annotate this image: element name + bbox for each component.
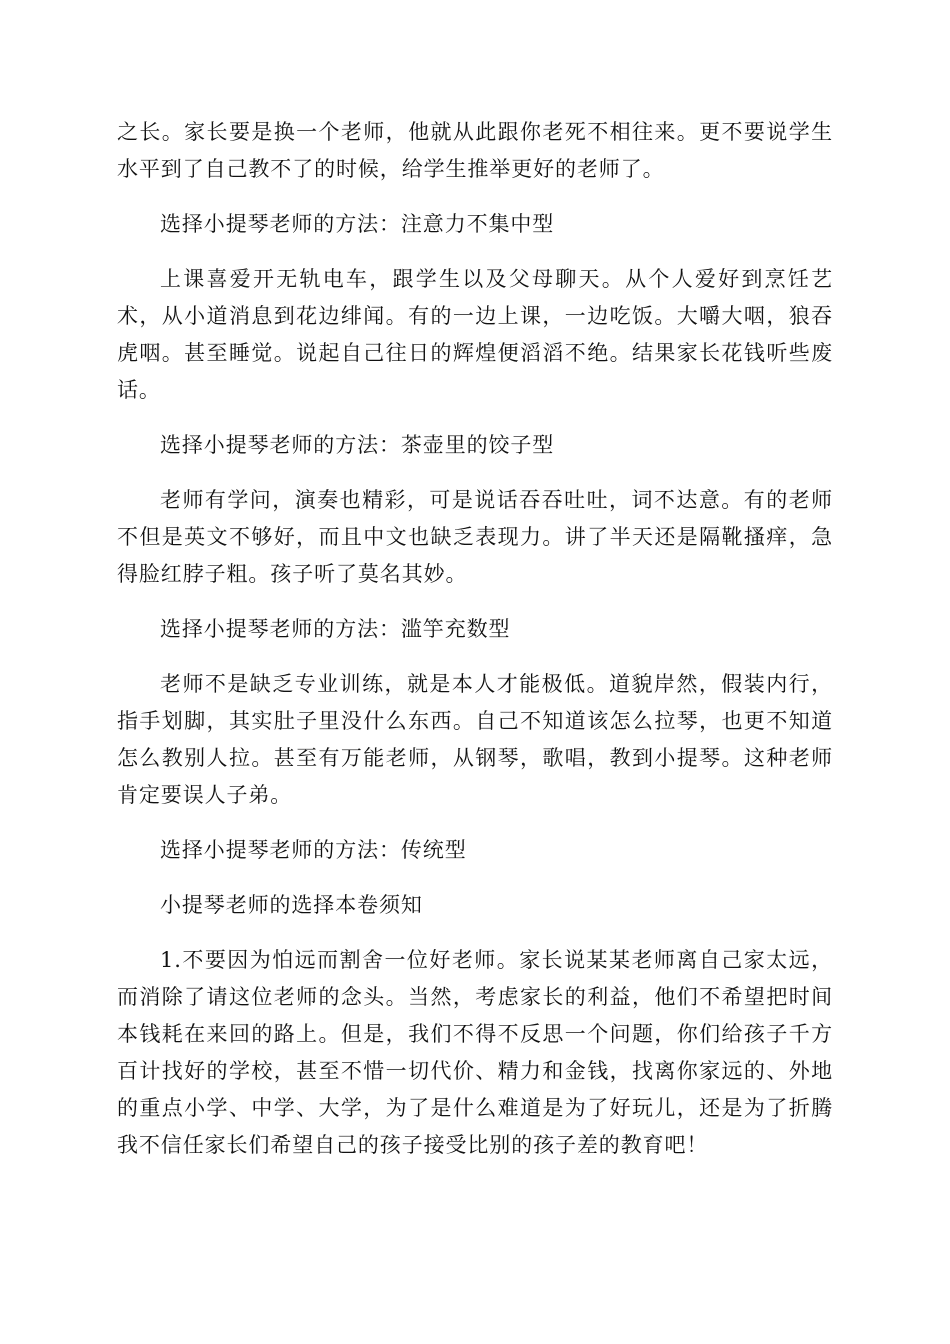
section-heading-teapot-dumpling-type: 选择小提琴老师的方法：茶壶里的饺子型: [160, 433, 555, 457]
paragraph-fake-expert-type: 老师不是缺乏专业训练，就是本人才能极低。道貌岸然，假装内行，指手划脚，其实肚子里没什么东西。自己不知道该怎么拉琴，也更不知道怎么教别人拉。甚至有万能老师，从钢琴，歌唱，教到小提琴。这种老师肯定要误人子弟。: [117, 672, 833, 807]
document-page: [117, 114, 833, 1182]
paragraph-note-1: 1.不要因为怕远而割舍一位好老师。家长说某某老师离自己家太远，而消除了请这位老师的念头。当然，考虑家长的利益，他们不希望把时间本钱耗在来回的路上。但是，我们不得不反思一个问题，你们给孩子千方百计找好的学校，甚至不惜一切代价、精力和金钱，找离你家远的、外地的重点小学、中学、大学，为了是什么难道是为了好玩儿，还是为了折腾我不信任家长们希望自己的孩子接受比别的孩子差的教育吧！: [117, 948, 833, 1157]
section-heading-fake-expert-type: 选择小提琴老师的方法：滥竽充数型: [160, 617, 511, 641]
paragraph-teapot-dumpling-type: 老师有学问，演奏也精彩，可是说话吞吞吐吐，词不达意。有的老师不但是英文不够好，而且中文也缺乏表现力。讲了半天还是隔靴搔痒，急得脸红脖子粗。孩子听了莫名其妙。: [117, 488, 833, 586]
section-heading-traditional-type: 选择小提琴老师的方法：传统型: [160, 838, 467, 862]
paragraph-continuation: 之长。家长要是换一个老师，他就从此跟你老死不相往来。更不要说学生水平到了自己教不了的时候，给学生推举更好的老师了。: [117, 120, 833, 181]
paragraph-distracted-type: 上课喜爱开无轨电车，跟学生以及父母聊天。从个人爱好到烹饪艺术，从小道消息到花边绯闻。有的一边上课，一边吃饭。大嚼大咽，狼吞虎咽。甚至睡觉。说起自己往日的辉煌便滔滔不绝。结果家长花钱听些废话。: [117, 267, 833, 402]
section-heading-selection-notes: 小提琴老师的选择本卷须知: [160, 893, 423, 917]
section-heading-distracted-type: 选择小提琴老师的方法：注意力不集中型: [160, 212, 555, 236]
